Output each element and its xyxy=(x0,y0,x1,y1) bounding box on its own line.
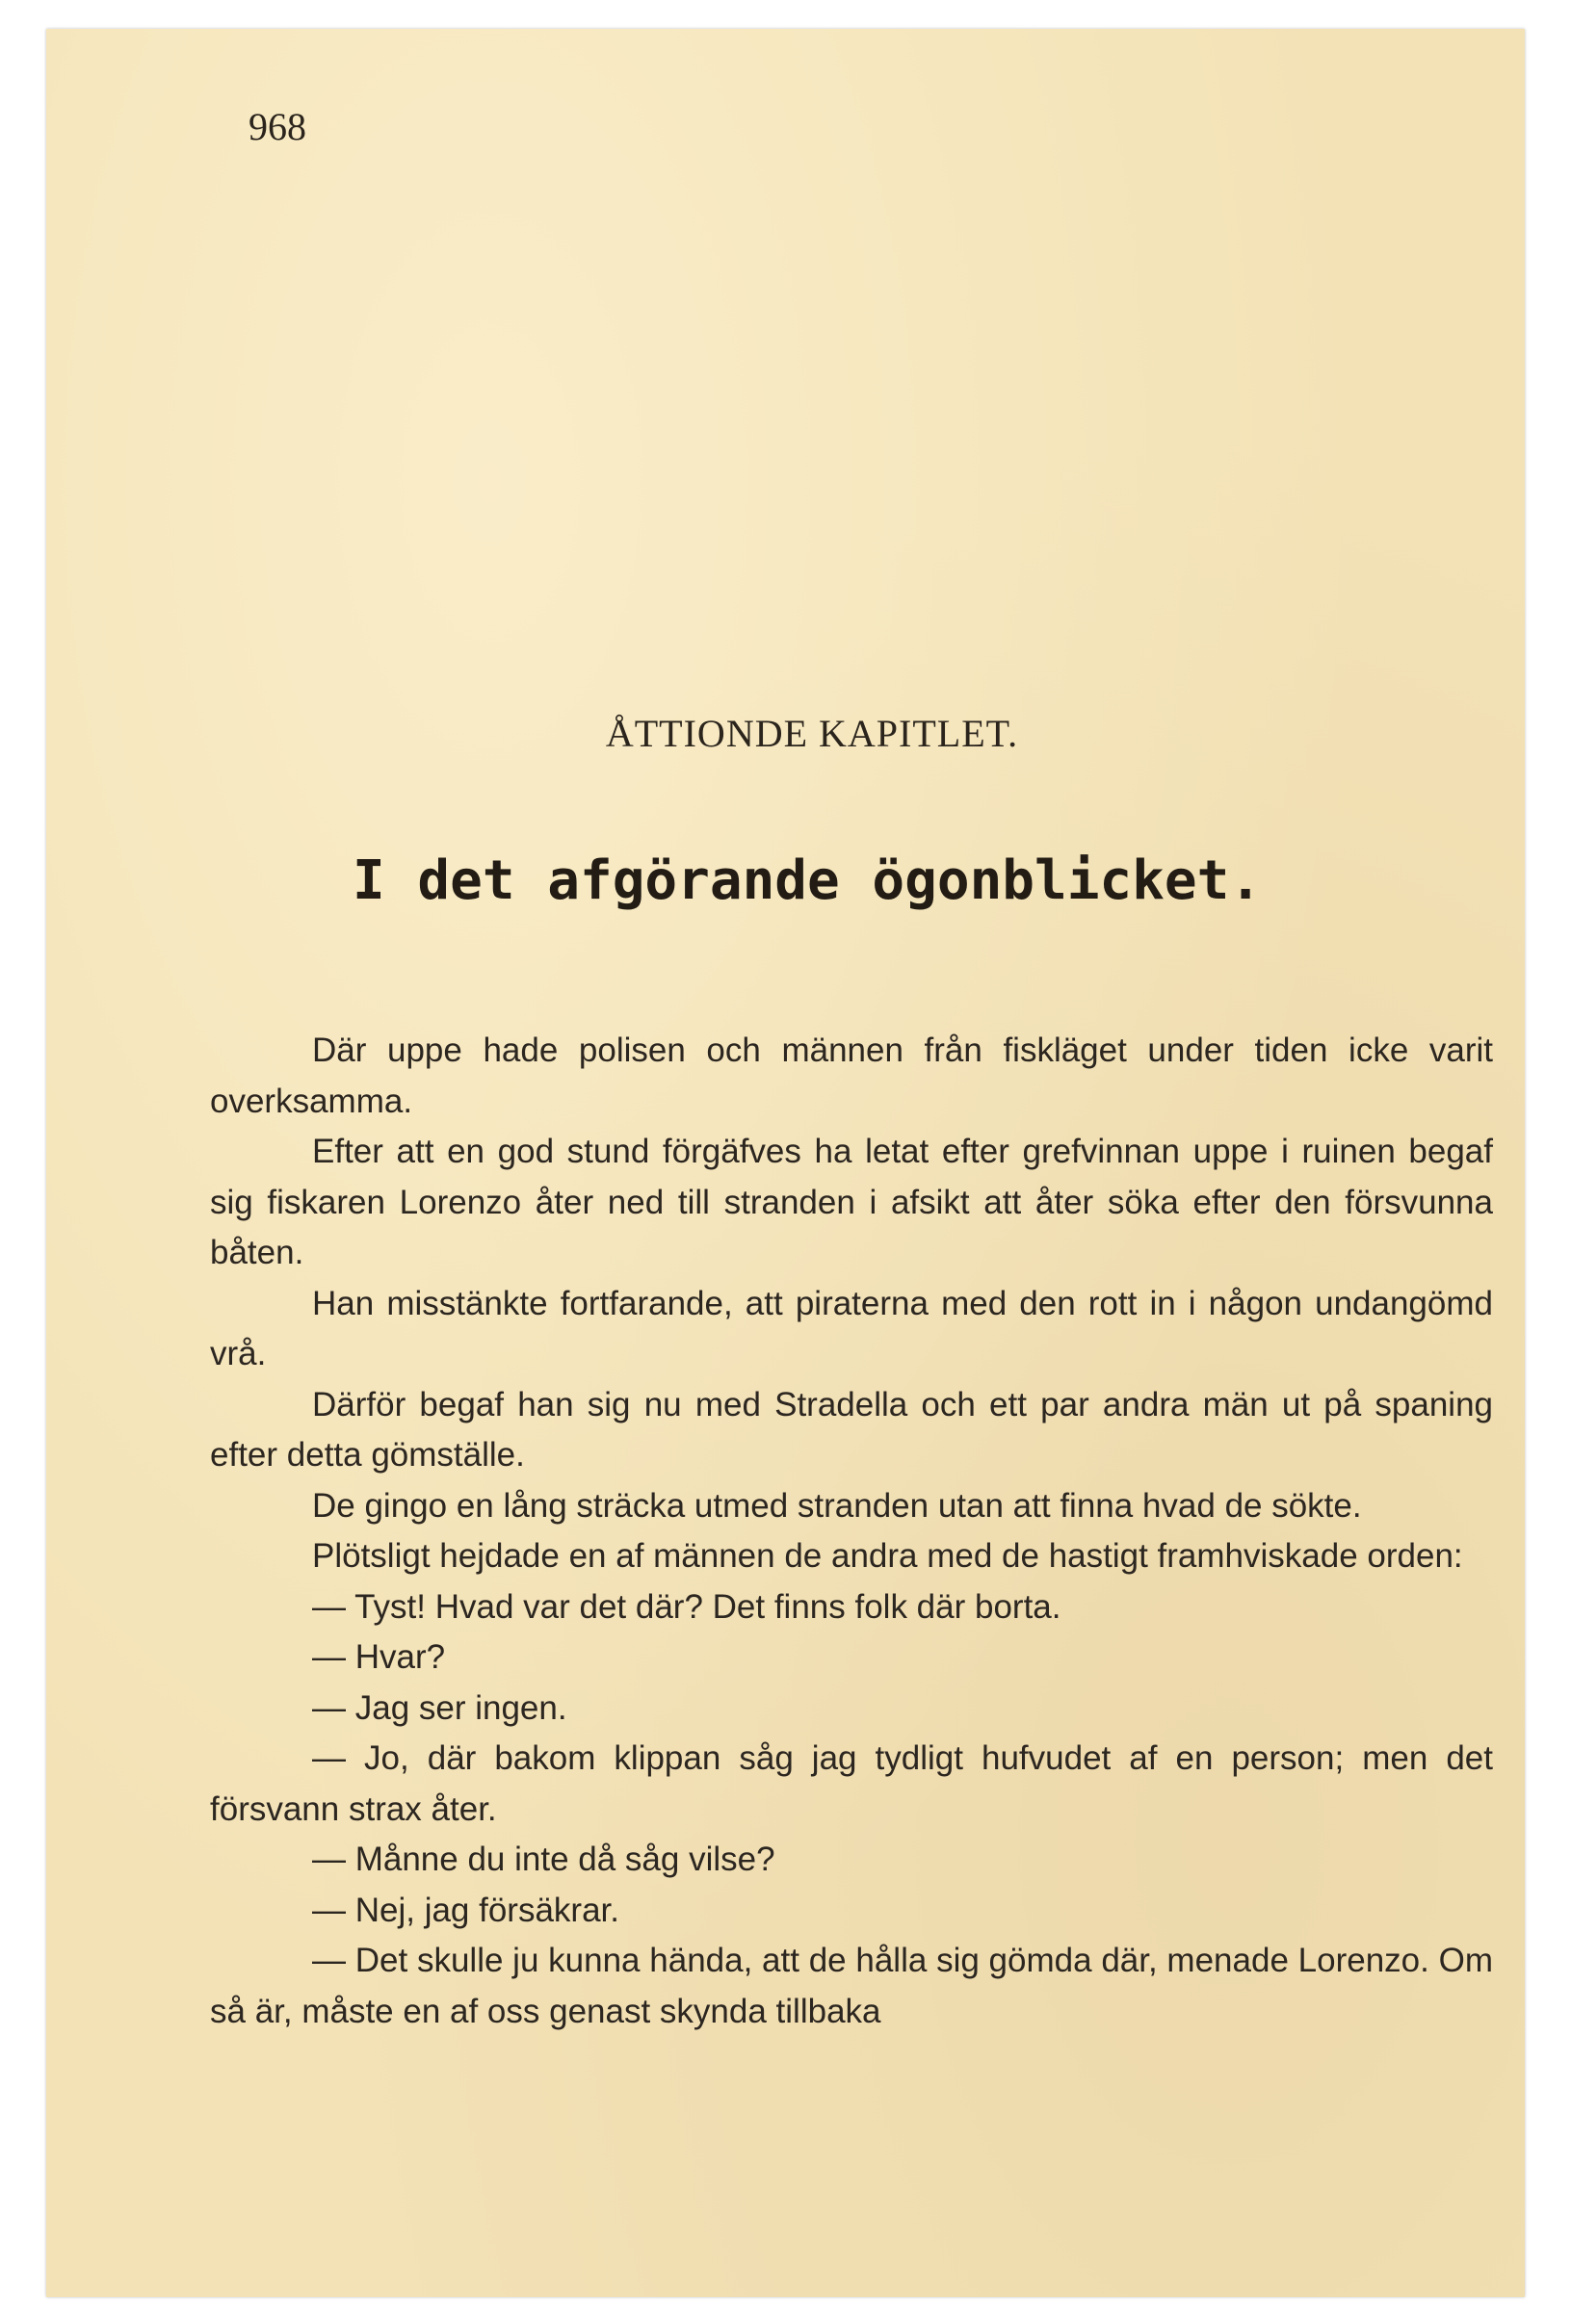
book-page xyxy=(46,29,1525,2297)
dialogue-line: — Nej, jag försäkrar. xyxy=(312,1891,619,1929)
body-text xyxy=(210,1026,1493,2037)
page-number: 968 xyxy=(249,105,306,148)
paragraph: Efter att en god stund förgäfves ha letat efter grefvinnan uppe i ruinen begaf sig fiskaren Lorenzo åter ned till stranden i afsikt att åter söka efter den försvunna båten. xyxy=(210,1133,1493,1271)
paragraph: Plötsligt hejdade en af männen de andra med de hastigt framhviskade orden: xyxy=(312,1537,1463,1575)
dialogue-line: — Det skulle ju kunna hända, att de hålla sig gömda där, menade Lorenzo. Om så är, måste en af oss genast skynda tillbaka xyxy=(210,1942,1493,2030)
dialogue-line: — Jo, där bakom klippan såg jag tydligt hufvudet af en person; men det försvann strax åter. xyxy=(210,1739,1493,1828)
dialogue-line: — Månne du inte då såg vilse? xyxy=(312,1841,775,1878)
paragraph: Han misstänkte fortfarande, att piraterna med den rott in i någon undangömd vrå. xyxy=(210,1284,1493,1372)
paragraph: Där uppe hade polisen och männen från fiskläget under tiden icke varit overksamma. xyxy=(210,1031,1493,1120)
paragraph: Därför begaf han sig nu med Stradella och ett par andra män ut på spaning efter detta gömställe. xyxy=(210,1385,1493,1474)
dialogue-line: — Jag ser ingen. xyxy=(312,1688,567,1727)
dialogue-line: — Hvar? xyxy=(312,1638,446,1676)
chapter-title: I det afgörande ögonblicket. xyxy=(352,849,1262,912)
paragraph: De gingo en lång sträcka utmed stranden utan att finna hvad de sökte. xyxy=(312,1486,1362,1525)
chapter-heading: ÅTTIONDE KAPITLET. xyxy=(605,712,1019,755)
dialogue-line: — Tyst! Hvad var det där? Det finns folk där borta. xyxy=(312,1587,1061,1626)
